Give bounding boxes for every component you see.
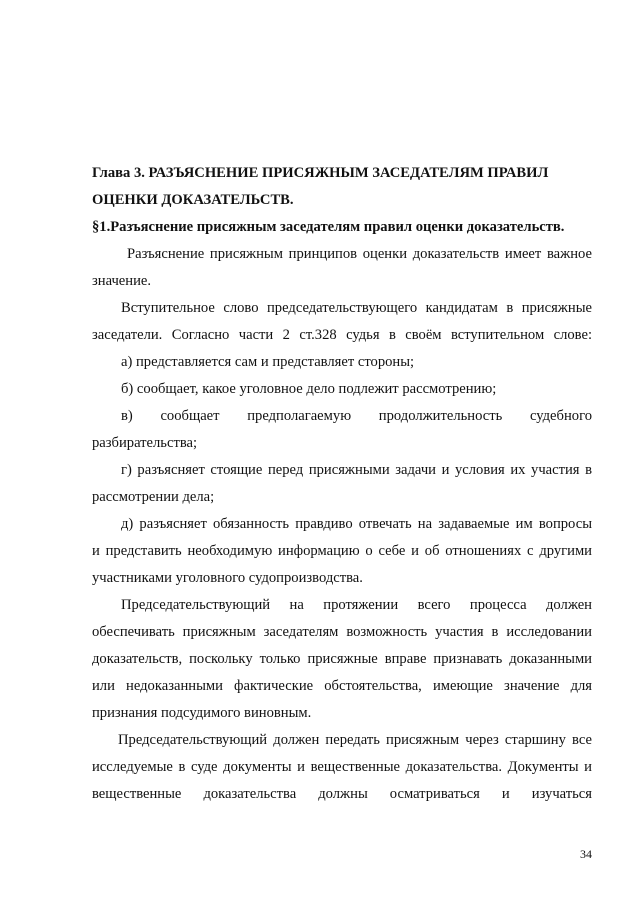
paragraph-line: разбирательства;: [92, 435, 198, 451]
paragraph-line: Председательствующий должен передать присяжным через старшину все: [118, 732, 592, 748]
paragraph-line: Вступительное слово председательствующего кандидатам в присяжные: [121, 300, 592, 316]
paragraph-line: исследуемые в суде документы и вещественные доказательства. Документы и: [92, 759, 592, 775]
list-item: д) разъясняет обязанность правдиво отвечать на задаваемые им вопросы: [121, 516, 592, 532]
paragraph-line: Председательствующий на протяжении всего процесса должен: [121, 597, 592, 613]
paragraph-line: вещественные доказательства должны осматриваться и изучаться: [92, 786, 592, 802]
page-number: 34: [580, 847, 592, 861]
list-item: в) сообщает предполагаемую продолжительность судебного: [121, 408, 592, 424]
paragraph-line: заседатели. Согласно части 2 ст.328 судья в своём вступительном слове:: [92, 327, 592, 343]
chapter-title-line-1: Глава 3. РАЗЪЯСНЕНИЕ ПРИСЯЖНЫМ ЗАСЕДАТЕЛЯМ ПРАВИЛ: [92, 165, 549, 181]
paragraph-line: обеспечивать присяжным заседателям возможность участия в исследовании: [92, 624, 592, 640]
section-heading: §1.Разъяснение присяжным заседателям правил оценки доказательств.: [92, 219, 565, 235]
paragraph-line: участниками уголовного судопроизводства.: [92, 570, 363, 586]
paragraph-line: рассмотрении дела;: [92, 489, 215, 505]
paragraph-line: Разъяснение присяжным принципов оценки доказательств имеет важное: [127, 246, 592, 262]
paragraph-line: доказательств, поскольку только присяжные вправе признавать доказанными: [92, 651, 592, 667]
paragraph-line: значение.: [92, 273, 152, 289]
chapter-title-line-2: ОЦЕНКИ ДОКАЗАТЕЛЬСТВ.: [92, 192, 294, 208]
list-item: б) сообщает, какое уголовное дело подлежит рассмотрению;: [121, 381, 497, 397]
list-item: а) представляется сам и представляет стороны;: [121, 354, 415, 370]
paragraph-line: и представить необходимую информацию о себе и об отношениях с другими: [92, 543, 592, 559]
paragraph-line: признания подсудимого виновным.: [92, 705, 312, 721]
list-item: г) разъясняет стоящие перед присяжными задачи и условия их участия в: [121, 462, 592, 478]
document-page: [92, 160, 592, 808]
paragraph-line: или недоказанными фактические обстоятельства, имеющие значение для: [92, 678, 592, 694]
